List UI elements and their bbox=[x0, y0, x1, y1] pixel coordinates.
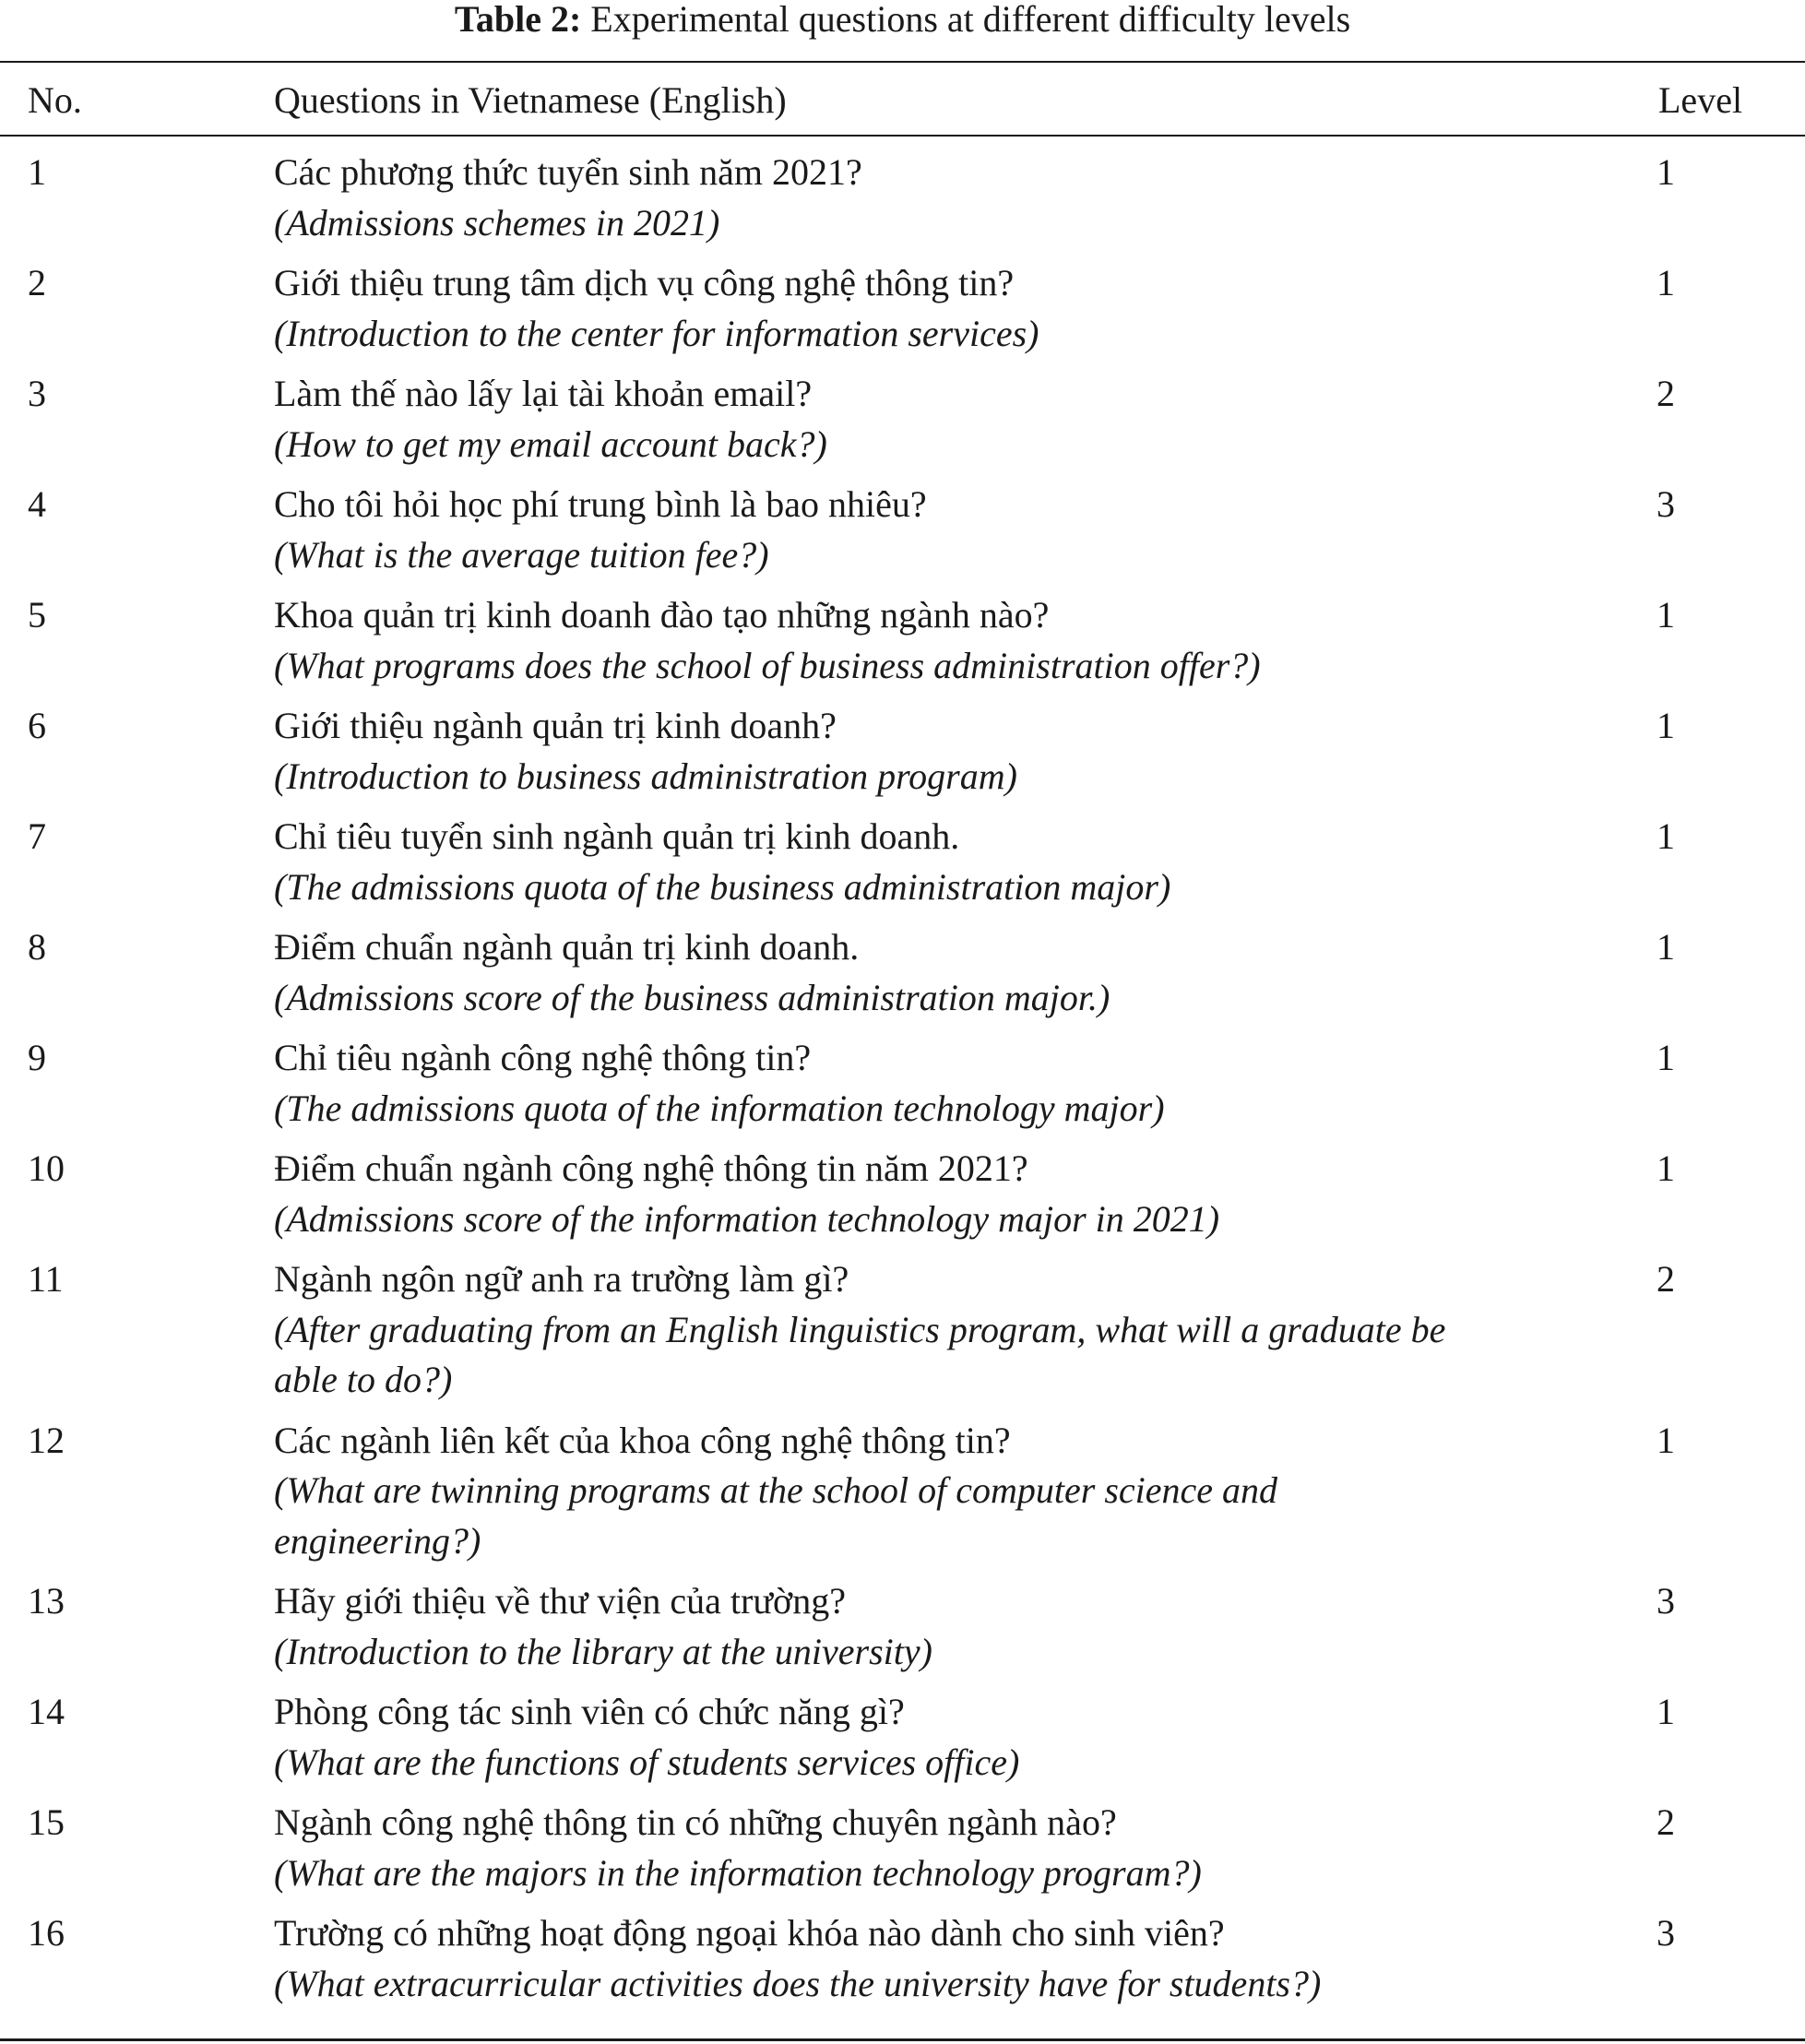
question-vietnamese: Trường có những hoạt động ngoại khóa nào dành cho sinh viên? bbox=[274, 1912, 1225, 1954]
row-number: 5 bbox=[28, 594, 46, 636]
table-row bbox=[0, 1798, 1805, 1908]
question-english: (What are twinning programs at the school of computer science and engineering?) bbox=[274, 1469, 1278, 1562]
question-vietnamese: Cho tôi hỏi học phí trung bình là bao nhiêu? bbox=[274, 483, 927, 525]
row-level: 1 bbox=[1657, 815, 1675, 857]
row-number: 12 bbox=[28, 1419, 65, 1461]
table-header-rule bbox=[0, 135, 1805, 137]
row-number: 16 bbox=[28, 1912, 65, 1954]
question-english: (What are the functions of students services office) bbox=[274, 1741, 1020, 1783]
row-number: 7 bbox=[28, 815, 46, 857]
row-question bbox=[274, 701, 1473, 802]
row-number: 8 bbox=[28, 926, 46, 968]
table-row bbox=[0, 1908, 1805, 2019]
row-level: 3 bbox=[1657, 1580, 1675, 1622]
row-question bbox=[274, 1254, 1473, 1406]
row-question bbox=[274, 369, 1473, 469]
row-level: 2 bbox=[1657, 373, 1675, 414]
question-english: (Admissions score of the information technology major in 2021) bbox=[274, 1197, 1220, 1240]
row-number: 1 bbox=[28, 151, 46, 193]
question-vietnamese: Ngành ngôn ngữ anh ra trường làm gì? bbox=[274, 1258, 849, 1300]
row-level: 1 bbox=[1657, 1037, 1675, 1078]
header-question: Questions in Vietnamese (English) bbox=[274, 79, 787, 121]
row-question bbox=[274, 148, 1473, 248]
question-english: (What are the majors in the information technology program?) bbox=[274, 1851, 1202, 1894]
table-header bbox=[0, 76, 1805, 125]
question-vietnamese: Ngành công nghệ thông tin có những chuyên ngành nào? bbox=[274, 1801, 1117, 1843]
row-number: 2 bbox=[28, 262, 46, 303]
question-vietnamese: Phòng công tác sinh viên có chức năng gì? bbox=[274, 1691, 905, 1732]
caption-label: Table 2: bbox=[454, 0, 582, 40]
row-question bbox=[274, 812, 1473, 912]
question-english: (The admissions quota of the business administration major) bbox=[274, 865, 1171, 908]
row-level: 2 bbox=[1657, 1801, 1675, 1843]
question-english: (The admissions quota of the information technology major) bbox=[274, 1087, 1165, 1129]
row-question bbox=[274, 1416, 1473, 1567]
question-vietnamese: Hãy giới thiệu về thư viện của trường? bbox=[274, 1580, 846, 1622]
table-top-rule bbox=[0, 61, 1805, 63]
row-question bbox=[274, 922, 1473, 1023]
question-english: (After graduating from an English linguistics program, what will a graduate be able to do?) bbox=[274, 1308, 1446, 1400]
row-level: 2 bbox=[1657, 1258, 1675, 1300]
question-vietnamese: Các phương thức tuyển sinh năm 2021? bbox=[274, 151, 862, 193]
row-question bbox=[274, 590, 1473, 691]
header-level: Level bbox=[1658, 79, 1743, 121]
row-question bbox=[274, 258, 1473, 359]
table-row bbox=[0, 1033, 1805, 1144]
question-vietnamese: Các ngành liên kết của khoa công nghệ thông tin? bbox=[274, 1419, 1011, 1461]
table-bottom-rule bbox=[0, 2038, 1805, 2041]
table-row bbox=[0, 369, 1805, 480]
row-number: 9 bbox=[28, 1037, 46, 1078]
question-english: (How to get my email account back?) bbox=[274, 422, 827, 465]
table-row bbox=[0, 590, 1805, 701]
question-english: (Introduction to business administration program) bbox=[274, 755, 1017, 797]
question-english: (What extracurricular activities does the university have for students?) bbox=[274, 1962, 1322, 2004]
row-question bbox=[274, 1798, 1473, 1898]
row-number: 11 bbox=[28, 1258, 64, 1300]
table-row bbox=[0, 1254, 1805, 1416]
table-row bbox=[0, 258, 1805, 369]
table-row bbox=[0, 1687, 1805, 1798]
row-level: 1 bbox=[1657, 705, 1675, 746]
row-level: 1 bbox=[1657, 151, 1675, 193]
row-number: 3 bbox=[28, 373, 46, 414]
row-question bbox=[274, 1033, 1473, 1134]
question-english: (Introduction to the center for information services) bbox=[274, 312, 1039, 354]
row-question bbox=[274, 1144, 1473, 1244]
row-level: 1 bbox=[1657, 1691, 1675, 1732]
row-question bbox=[274, 480, 1473, 580]
table-body bbox=[0, 148, 1805, 2019]
table-row bbox=[0, 1144, 1805, 1254]
row-number: 6 bbox=[28, 705, 46, 746]
caption-text: Experimental questions at different difficulty levels bbox=[590, 0, 1351, 40]
question-english: (Introduction to the library at the university) bbox=[274, 1630, 932, 1672]
header-no: No. bbox=[28, 79, 82, 121]
row-number: 13 bbox=[28, 1580, 65, 1622]
table-row bbox=[0, 1576, 1805, 1687]
question-english: (Admissions schemes in 2021) bbox=[274, 201, 720, 244]
row-level: 1 bbox=[1657, 1147, 1675, 1189]
table-row bbox=[0, 922, 1805, 1033]
row-level: 1 bbox=[1657, 926, 1675, 968]
table-row bbox=[0, 148, 1805, 258]
question-vietnamese: Chỉ tiêu tuyển sinh ngành quản trị kinh doanh. bbox=[274, 815, 960, 857]
row-level: 3 bbox=[1657, 483, 1675, 525]
row-level: 1 bbox=[1657, 262, 1675, 303]
question-english: (Admissions score of the business administration major.) bbox=[274, 976, 1110, 1018]
row-level: 1 bbox=[1657, 1419, 1675, 1461]
question-vietnamese: Khoa quản trị kinh doanh đào tạo những ngành nào? bbox=[274, 594, 1050, 636]
table-row bbox=[0, 812, 1805, 922]
row-number: 14 bbox=[28, 1691, 65, 1732]
question-english: (What programs does the school of business administration offer?) bbox=[274, 644, 1261, 686]
row-level: 1 bbox=[1657, 594, 1675, 636]
table-row bbox=[0, 1416, 1805, 1577]
row-number: 10 bbox=[28, 1147, 65, 1189]
row-number: 4 bbox=[28, 483, 46, 525]
question-vietnamese: Điểm chuẩn ngành quản trị kinh doanh. bbox=[274, 926, 860, 968]
question-vietnamese: Giới thiệu ngành quản trị kinh doanh? bbox=[274, 705, 837, 746]
question-vietnamese: Chỉ tiêu ngành công nghệ thông tin? bbox=[274, 1037, 812, 1078]
question-vietnamese: Làm thế nào lấy lại tài khoản email? bbox=[274, 373, 813, 414]
table-row bbox=[0, 480, 1805, 590]
question-vietnamese: Điểm chuẩn ngành công nghệ thông tin năm 2021? bbox=[274, 1147, 1028, 1189]
row-question bbox=[274, 1908, 1473, 2009]
row-number: 15 bbox=[28, 1801, 65, 1843]
row-question bbox=[274, 1687, 1473, 1788]
table-row bbox=[0, 701, 1805, 812]
table-caption bbox=[0, 0, 1805, 39]
question-vietnamese: Giới thiệu trung tâm dịch vụ công nghệ thông tin? bbox=[274, 262, 1015, 303]
row-question bbox=[274, 1576, 1473, 1677]
question-english: (What is the average tuition fee?) bbox=[274, 533, 769, 576]
row-level: 3 bbox=[1657, 1912, 1675, 1954]
